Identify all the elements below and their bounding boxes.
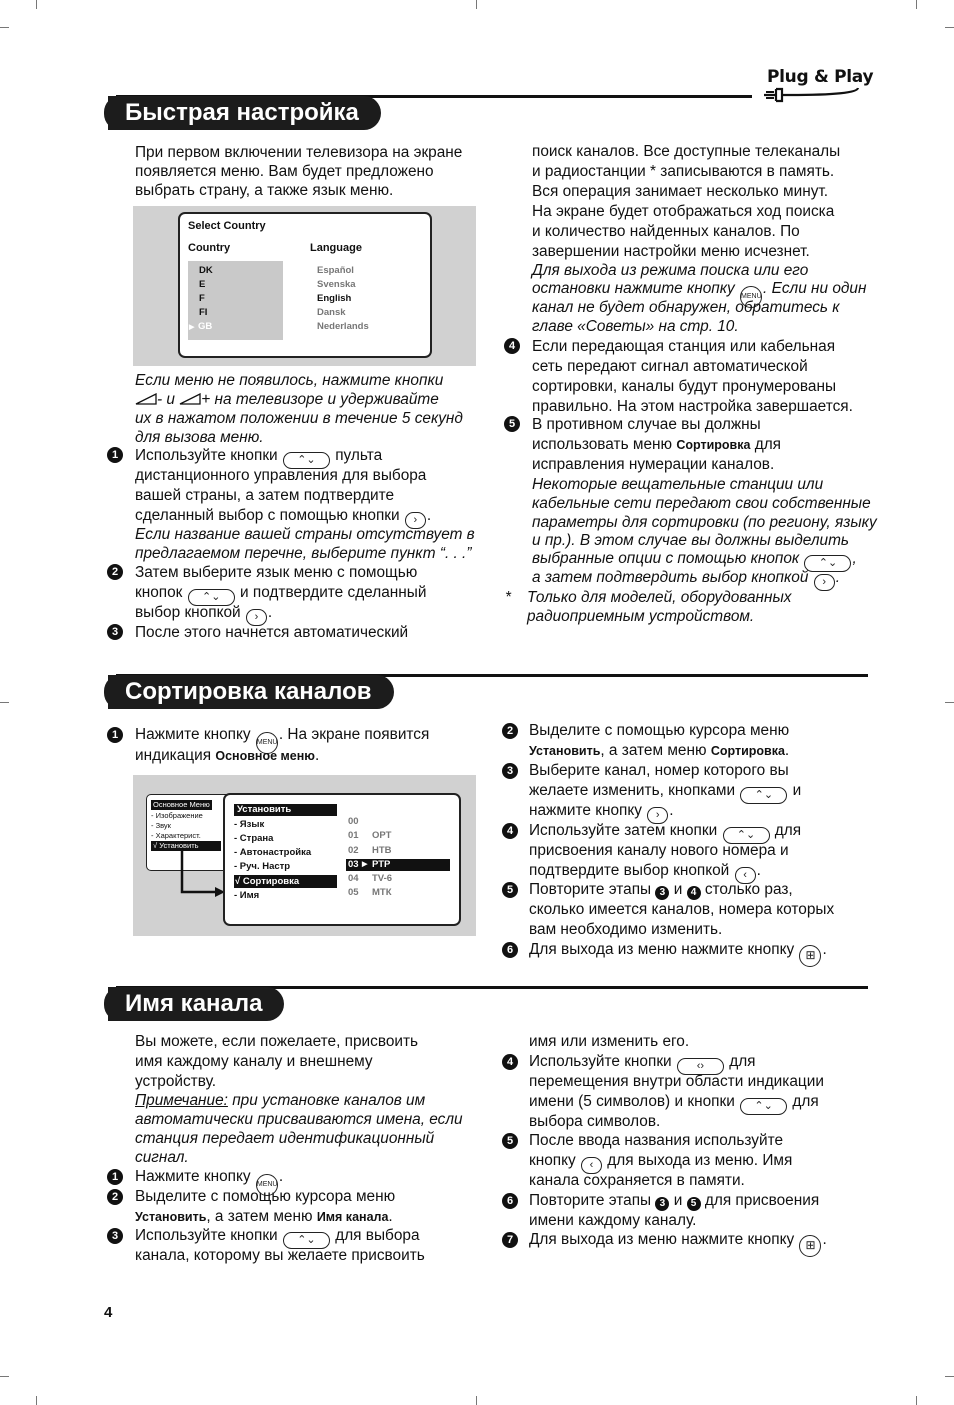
- step-number-1: 1: [107, 447, 123, 463]
- note-label: Примечание:: [135, 1092, 228, 1109]
- step-text: присвоения каналу нового номера и: [529, 842, 789, 859]
- menu-item: - Страна: [234, 833, 274, 844]
- step-text: Используйте кнопки ⌃⌄ пульта: [135, 446, 382, 469]
- body-line: и количество найденных каналов. По: [532, 223, 800, 240]
- small-menu-item-selected: √ Установить: [151, 841, 221, 851]
- step-text: После этого начнется автоматический: [135, 624, 409, 641]
- step-number-2: 2: [502, 723, 518, 739]
- connector-arrow-icon: [175, 848, 227, 898]
- step-text: кнопок ⌃⌄ и подтвердите сделанный: [135, 583, 426, 606]
- step-text: Установить, а затем меню Сортировка.: [529, 742, 790, 759]
- step-text: выбора символов.: [529, 1113, 661, 1130]
- menu-key-icon: MENU: [256, 1174, 278, 1196]
- menu-name: Основное меню: [215, 749, 315, 763]
- step-number-7: 7: [502, 1232, 518, 1248]
- step-text: Выделите с помощью курсора меню: [529, 722, 790, 739]
- step-number-3: 3: [502, 763, 518, 779]
- footnote-line: радиоприемным устройством.: [527, 608, 755, 625]
- channel-number: 05: [348, 887, 359, 898]
- crop-mark: [916, 1396, 917, 1405]
- crop-mark: [0, 702, 9, 703]
- step-note: кабельные сети передают свои собственные: [532, 495, 871, 512]
- step-text: Для выхода из меню нажмите кнопку ⊞ .: [529, 940, 827, 967]
- menu-item: - Руч. Настр: [234, 861, 291, 872]
- step-text: имя или изменить его.: [529, 1033, 690, 1050]
- body-line: На экране будет отображаться ход поиска: [532, 203, 835, 220]
- step-ref-3: 3: [655, 1197, 669, 1211]
- crop-mark: [916, 0, 917, 9]
- menu-title-install: Установить: [234, 804, 337, 816]
- step-text: сколько имеется каналов, номера которых: [529, 901, 835, 918]
- step-text: Используйте кнопки ⌃⌄ для выбора: [135, 1226, 420, 1249]
- step-text: Используйте затем кнопки ⌃⌄ для: [529, 821, 801, 844]
- up-down-keys-icon: ⌃⌄: [740, 787, 787, 804]
- step-text: выбор кнопкой › .: [135, 603, 272, 626]
- volume-down-icon: [135, 393, 157, 405]
- note-line: станция передает идентификационный: [135, 1130, 435, 1147]
- note-line: - и + на телевизоре и удерживайте: [135, 390, 439, 410]
- step-text: Нажмите кнопку MENU. На экране появится: [135, 725, 429, 754]
- step-number-2: 2: [107, 1189, 123, 1205]
- step-text: вашей страны, а затем подтвердите: [135, 487, 395, 504]
- channel-name: МТК: [372, 887, 392, 898]
- intro-line: имя каждому каналу и внешнему: [135, 1053, 373, 1070]
- language-item: Nederlands: [317, 321, 369, 332]
- footnote-line: Только для моделей, оборудованных: [527, 589, 792, 606]
- step-text: Выберите канал, номер которого вы: [529, 762, 789, 779]
- menu-item: - Автонастройка: [234, 847, 312, 858]
- step-text: В противном случае вы должны: [532, 416, 761, 433]
- step-ref-5: 5: [687, 1197, 701, 1211]
- step-note: параметры для сортировки (по региону, языку: [532, 514, 877, 531]
- step-note: и пр.). В этом случае вы должны выделить: [532, 532, 849, 549]
- note-line: Примечание: при установке каналов им: [135, 1092, 426, 1109]
- up-down-keys-icon: ⌃⌄: [740, 1098, 787, 1115]
- step-number-6: 6: [502, 942, 518, 958]
- step-note: Если название вашей страны отсутствует в: [135, 526, 475, 543]
- menu-item-selected: √ Сортировка: [234, 875, 337, 888]
- step-text: сортировки, каналы будут пронумерованы: [532, 378, 837, 395]
- channel-name: ОРТ: [372, 830, 392, 841]
- step-note: предлагаемом перечне, выберите пункт “. . .”: [135, 545, 472, 562]
- intro-line: появляется меню. Вам будет предложено: [135, 163, 434, 180]
- step-text: имени (5 символов) и кнопки ⌃⌄ для: [529, 1092, 819, 1115]
- footnote-marker: *: [505, 589, 511, 606]
- up-down-keys-icon: ⌃⌄: [723, 827, 770, 844]
- step-text: Если передающая станция или кабельная: [532, 338, 836, 355]
- logo-text: Plug & Play: [767, 67, 874, 87]
- step-ref-4: 4: [687, 886, 701, 900]
- step-text: кнопку ‹ для выхода из меню. Имя: [529, 1151, 792, 1174]
- ok-key-icon: ›: [246, 609, 267, 626]
- step-text: желаете изменить, кнопками ⌃⌄ и: [529, 781, 801, 804]
- step-number-5: 5: [502, 1133, 518, 1149]
- menu-name: Сортировка: [710, 744, 785, 758]
- step-text: После ввода названия используйте: [529, 1132, 784, 1149]
- crop-mark: [0, 27, 9, 28]
- country-column-header: Country: [188, 242, 231, 254]
- step-text: индикация Основное меню.: [135, 747, 320, 764]
- note-line: главе «Советы» на стр. 10.: [532, 318, 739, 335]
- language-item: Dansk: [317, 307, 346, 318]
- channel-name-selected: РТР: [372, 859, 391, 870]
- step-number-4: 4: [502, 823, 518, 839]
- menu-name: Имя канала: [316, 1210, 389, 1224]
- menu-key-icon: MENU: [256, 732, 278, 754]
- plug-and-play-logo: [762, 67, 874, 109]
- step-text: Используйте кнопки ‹› для: [529, 1052, 756, 1075]
- note-line: Для выхода из режима поиска или его: [532, 262, 809, 279]
- country-item-selected: GB: [198, 321, 213, 332]
- section-title-quick-setup: Быстрая настройка: [108, 96, 381, 130]
- step-number-4: 4: [502, 1054, 518, 1070]
- small-menu-item: - Изображение: [151, 811, 203, 820]
- step-text: Затем выберите язык меню с помощью: [135, 564, 418, 581]
- crop-mark: [476, 1396, 477, 1405]
- crop-mark: [945, 27, 954, 28]
- back-key-icon: ‹: [735, 867, 756, 884]
- step-text: использовать меню Сортировка для: [532, 436, 782, 453]
- language-item: Svenska: [317, 279, 356, 290]
- step-text: сделанный выбор с помощью кнопки › .: [135, 506, 431, 529]
- step-text: подтвердите выбор кнопкой ‹ .: [529, 861, 761, 884]
- ok-key-icon: ›: [814, 574, 835, 591]
- step-note: а затем подтвердить выбор кнопкой › .: [532, 568, 840, 591]
- step-ref-3: 3: [655, 886, 669, 900]
- channel-number: 04: [348, 873, 359, 884]
- small-menu-item: - Характерист.: [151, 831, 201, 840]
- country-item: F: [199, 293, 205, 304]
- step-note: Некоторые вещательные станции или: [532, 476, 824, 493]
- small-menu-title: Основное Меню: [153, 800, 210, 809]
- country-item: FI: [199, 307, 208, 318]
- step-text: Повторите этапы 3 и 4 столько раз,: [529, 881, 793, 898]
- channel-number-selected: 03: [348, 859, 359, 870]
- small-menu-item: - Звук: [151, 821, 171, 830]
- step-text: дистанционного управления для выбора: [135, 467, 427, 484]
- menu-name: Установить: [529, 744, 601, 758]
- menu-name: Установить: [135, 1210, 207, 1224]
- back-key-icon: ‹: [581, 1157, 602, 1174]
- note-line: сигнал.: [135, 1149, 189, 1166]
- cursor-arrow-icon: ▶: [362, 861, 368, 868]
- step-text: Повторите этапы 3 и 5 для присвоения: [529, 1192, 820, 1209]
- crop-mark: [36, 0, 37, 9]
- ok-key-icon: ›: [405, 512, 426, 529]
- note-line: их в нажатом положении в течение 5 секунд: [135, 410, 463, 427]
- language-column-header: Language: [310, 242, 362, 254]
- step-text: Установить, а затем меню Имя канала.: [135, 1208, 393, 1225]
- step-text: Выделите с помощью курсора меню: [135, 1188, 396, 1205]
- step-text: вам необходимо изменить.: [529, 921, 723, 938]
- channel-number: 01: [348, 830, 359, 841]
- step-number-2: 2: [107, 564, 123, 580]
- up-down-keys-icon: ⌃⌄: [188, 589, 235, 606]
- intro-line: При первом включении телевизора на экране: [135, 144, 463, 161]
- crop-mark: [0, 1376, 9, 1377]
- step-number-1: 1: [107, 1169, 123, 1185]
- crop-mark: [36, 1396, 37, 1405]
- step-text: нажмите кнопку › .: [529, 801, 674, 824]
- step-number-6: 6: [502, 1193, 518, 1209]
- up-down-keys-icon: ⌃⌄: [804, 555, 851, 572]
- crop-mark: [945, 702, 954, 703]
- step-number-3: 3: [107, 1228, 123, 1244]
- channel-number: 00: [348, 816, 359, 827]
- step-note: выбранные опции с помощью кнопок ⌃⌄ ,: [532, 549, 857, 572]
- step-text: канала, которому вы желаете присвоить: [135, 1247, 425, 1264]
- up-down-keys-icon: ⌃⌄: [283, 1232, 330, 1249]
- note-line: остановки нажмите кнопку MENU. Если ни один: [532, 279, 866, 308]
- language-item: Español: [317, 265, 354, 276]
- exit-key-icon: ⊞: [799, 1235, 821, 1257]
- note-line: канал не будет обнаружен, обратитесь к: [532, 299, 840, 316]
- body-line: Вся операция занимает несколько минут.: [532, 183, 829, 200]
- intro-line: Вы можете, если пожелаете, присвоить: [135, 1033, 419, 1050]
- step-number-5: 5: [502, 882, 518, 898]
- channel-number: 02: [348, 845, 359, 856]
- note-line: автоматически присваиваются имена, если: [135, 1111, 463, 1128]
- step-number-5: 5: [504, 416, 520, 432]
- channel-name: НТВ: [372, 845, 392, 856]
- section-title-channel-name: Имя канала: [108, 987, 284, 1021]
- screen-title: Select Country: [188, 220, 266, 232]
- volume-up-icon: [179, 393, 201, 405]
- up-down-keys-icon: ⌃⌄: [283, 452, 330, 469]
- step-text: Нажмите кнопку MENU.: [135, 1167, 283, 1196]
- step-text: канала сохраняется в памяти.: [529, 1172, 745, 1189]
- step-text: Для выхода из меню нажмите кнопку ⊞ .: [529, 1230, 827, 1257]
- cursor-arrow-icon: ▶: [189, 324, 195, 331]
- crop-mark: [945, 1376, 954, 1377]
- step-text: имени каждому каналу.: [529, 1212, 697, 1229]
- left-right-keys-icon: ‹›: [677, 1058, 724, 1075]
- note-line: Если меню не появилось, нажмите кнопки: [135, 372, 444, 389]
- body-line: завершении настройки меню исчезнет.: [532, 243, 810, 260]
- step-text: сеть передают сигнал автоматической: [532, 358, 808, 375]
- section-title-channel-sorting: Сортировка каналов: [108, 675, 394, 709]
- step-number-4: 4: [504, 338, 520, 354]
- crop-mark: [476, 0, 477, 9]
- menu-item: - Язык: [234, 819, 265, 830]
- country-item: E: [199, 279, 206, 290]
- step-text: перемещения внутри области индикации: [529, 1073, 824, 1090]
- menu-key-icon: MENU: [740, 286, 762, 308]
- step-number-3: 3: [107, 624, 123, 640]
- menu-name: Сортировка: [676, 438, 751, 452]
- step-text: правильно. На этом настройка завершается.: [532, 398, 853, 415]
- channel-name: TV-6: [372, 873, 393, 884]
- step-text: исправления нумерации каналов.: [532, 456, 775, 473]
- country-item: DK: [199, 265, 213, 276]
- step-number-1: 1: [107, 727, 123, 743]
- exit-key-icon: ⊞: [799, 945, 821, 967]
- menu-item: - Имя: [234, 890, 260, 901]
- ok-key-icon: ›: [647, 807, 668, 824]
- language-item-selected: English: [317, 293, 352, 304]
- plug-icon: [762, 85, 867, 107]
- body-line: поиск каналов. Все доступные телеканалы: [532, 143, 841, 160]
- note-line: для вызова меню.: [135, 429, 264, 446]
- intro-line: выбрать страну, а также язык меню.: [135, 182, 394, 199]
- page-number: 4: [104, 1304, 113, 1321]
- body-line: и радиостанции * записываются в память.: [532, 163, 835, 180]
- intro-line: устройству.: [135, 1073, 216, 1090]
